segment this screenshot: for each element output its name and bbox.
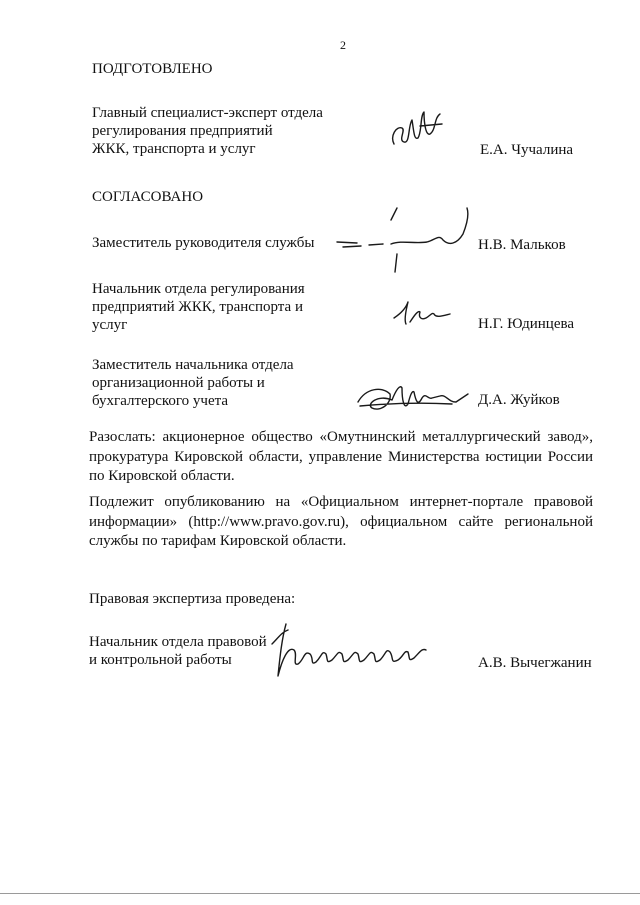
signer-3-position-line: бухгалтерского учета — [92, 393, 229, 409]
distribution-paragraph: Разослать: акционерное общество «Омутнинский металлургический завод», прокуратура Кировской области, управление Министерства юстиции России по Кировской области. — [89, 429, 593, 484]
signer-2-name: Н.Г. Юдинцева — [478, 316, 575, 332]
legal-review-statement: Правовая экспертиза проведена: — [89, 591, 296, 607]
prepared-heading: ПОДГОТОВЛЕНО — [92, 61, 213, 77]
signature-zhuykov — [352, 380, 474, 422]
publication-paragraph: Подлежит опубликованию на «Официальном интернет-портале правовой информации» (http://www.pravo.gov.ru), официальном сайте региональной службы по тарифам Кировской области. — [89, 494, 593, 549]
signer-2-position-line: Начальник отдела регулирования — [92, 281, 305, 297]
legal-review-position-line: Начальник отдела правовой — [89, 634, 267, 650]
signer-1-position: Заместитель руководителя службы — [92, 235, 315, 251]
legal-review-name: А.В. Вычегжанин — [478, 655, 592, 671]
signature-malkov — [335, 204, 475, 274]
signer-3-position-line: Заместитель начальника отдела — [92, 357, 294, 373]
prepared-position-line: ЖКК, транспорта и услуг — [92, 141, 256, 157]
agreed-heading: СОГЛАСОВАНО — [92, 189, 204, 205]
legal-review-position — [89, 633, 267, 669]
signature-chuchalina — [384, 106, 454, 158]
page-number: 2 — [340, 38, 346, 52]
signer-1-name: Н.В. Мальков — [478, 237, 566, 253]
page-bottom-edge — [0, 893, 640, 894]
prepared-position-line: Главный специалист-эксперт отдела — [92, 105, 323, 121]
signer-2-position-line: услуг — [92, 317, 128, 333]
legal-review-position-line: и контрольной работы — [89, 652, 232, 668]
prepared-name: Е.А. Чучалина — [480, 142, 574, 158]
signer-2-position — [92, 280, 305, 334]
signer-3-position-line: организационной работы и — [92, 375, 265, 391]
prepared-position-line: регулирования предприятий — [92, 123, 273, 139]
signer-2-position-line: предприятий ЖКК, транспорта и — [92, 299, 303, 315]
signature-vychegzhanin — [270, 620, 440, 682]
signer-3-name: Д.А. Жуйков — [478, 392, 560, 408]
prepared-position — [92, 104, 323, 158]
signer-3-position — [92, 356, 294, 410]
signature-yudintseva — [390, 298, 460, 330]
